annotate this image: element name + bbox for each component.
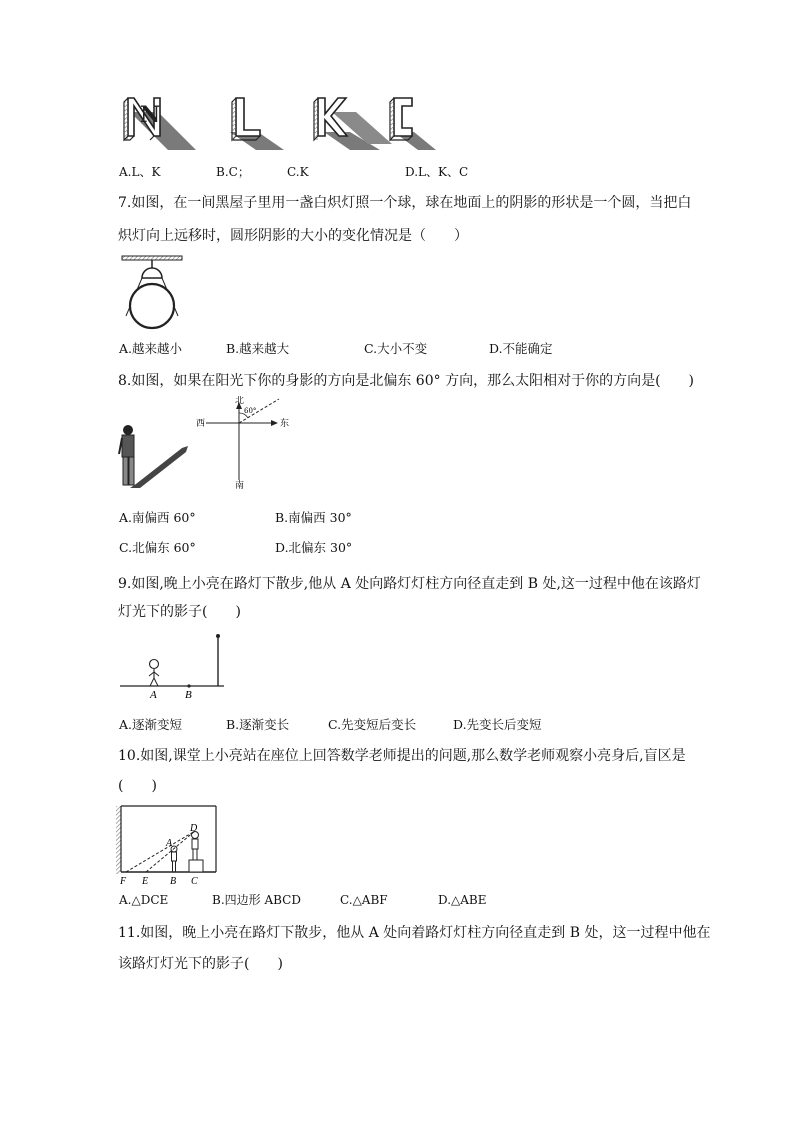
q10-option-c: C.△ABF [340,893,388,907]
q10-stem-line2: ( ) [118,778,157,794]
q8-stem-line1: 8.如图，如果在阳光下你的身影的方向是北偏东 60° 方向，那么太阳相对于你的方向是( ) [118,373,694,389]
q8-option-c: C.北偏东 60° [119,540,196,555]
compass-east: 东 [280,419,290,429]
q6-option-b: B.C； [216,165,250,179]
letter-n-figure [124,98,196,150]
lamp-ball-figure [118,254,188,334]
q10-option-b: B.四边形 ABCD [212,893,301,907]
letter-e-figure [390,98,436,150]
q7-option-c: C.大小不变 [364,341,428,356]
q6-option-d: D.L、K、C [405,165,469,179]
q11-stem-line2: 该路灯灯光下的影子( ) [118,956,283,972]
compass-south: 南 [235,481,245,491]
compass-figure [192,396,298,492]
label-a: A [166,838,173,849]
q8-option-d: D.北偏东 30° [275,540,353,555]
label-d: D [190,823,198,834]
letter-shadows-figure [118,92,438,156]
label-f: F [120,876,127,886]
q7-option-a: A.越来越小 [119,341,183,356]
person-shadow-figure [116,420,196,492]
svg-text:K: K [322,122,323,123]
q11-stem-line1: 11.如图，晚上小亮在路灯下散步，他从 A 处向着路灯灯柱方向径直走到 B 处，这一过程中他在 [118,925,711,941]
q8-option-b: B.南偏西 30° [275,510,352,525]
q6-option-a: A.L、K [119,165,161,179]
q6-option-c: C.K [287,165,309,179]
svg-text:N: N [140,102,161,128]
compass-angle: 60° [244,407,257,415]
point-b-label: B [185,689,192,701]
q9-option-d: D.先变长后变短 [453,717,542,732]
q8-option-a: A.南偏西 60° [119,510,196,525]
q10-stem-line1: 10.如图,课堂上小亮站在座位上回答数学老师提出的问题,那么数学老师观察小亮身后,盲区是 [118,748,686,764]
q7-stem-line2: 炽灯向上远移时，圆形阴影的大小的变化情况是（ ） [118,228,468,244]
q9-option-c: C.先变短后变长 [328,717,417,732]
compass-north: 北 [235,396,245,406]
label-c: C [191,876,198,886]
svg-text:L: L [240,122,241,123]
label-e: E [142,876,149,886]
compass-west: 西 [196,419,206,429]
q9-stem-line2: 灯光下的影子( ) [118,604,241,620]
label-b: B [170,876,177,886]
classroom-blind-zone-figure [116,802,222,886]
street-lamp-figure [116,632,228,702]
letter-k-figure [314,98,392,150]
q7-option-b: B.越来越大 [226,341,290,356]
q9-option-a: A.逐渐变短 [119,717,183,732]
q7-stem-line1: 7.如图，在一间黑屋子里用一盏白炽灯照一个球，球在地面上的阴影的形状是一个圆，当把白 [118,195,692,211]
q9-stem-line1: 9.如图,晚上小亮在路灯下散步,他从 A 处向路灯灯柱方向径直走到 B 处,这一过程中他在该路灯 [118,576,701,592]
point-a-label: A [150,689,157,701]
q7-option-d: D.不能确定 [489,341,553,356]
q9-option-b: B.逐渐变长 [226,717,290,732]
letter-l-figure [230,98,284,150]
q10-option-a: A.△DCE [119,893,169,907]
q10-option-d: D.△ABE [438,893,487,907]
svg-text:E: E [398,122,399,123]
